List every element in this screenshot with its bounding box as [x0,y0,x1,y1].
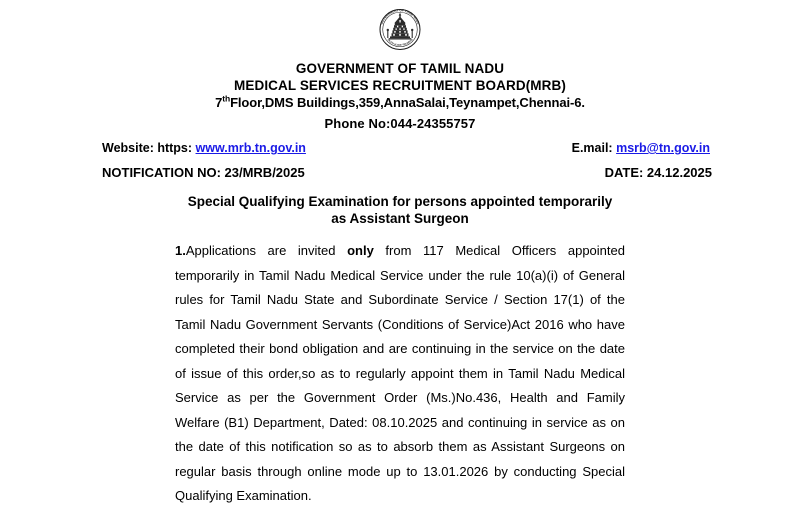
clause-emphasis-only: only [347,243,374,258]
letterhead [0,60,800,132]
clause-paragraph-1 [175,239,625,509]
organization-name-line2: MEDICAL SERVICES RECRUITMENT BOARD(MRB) [234,78,566,93]
organization-name-line1: GOVERNMENT OF TAMIL NADU [295,61,505,76]
clause-text-part2: from 117 Medical Officers appointed temporarily in Tamil Nadu Medical Service under the rule 10(a)(i) of General rules for Tamil Nadu State and Subordinate Service / Section 17(1) of the Tamil Nadu Government Servants (Conditions of Service)Act 2016 who have completed their bond obligation and are continuing in the service on the date of issue of this order,so as to regularly appoint them in Tamil Nadu Medical Service as per the Government Order (Ms.)No.436, Health and Family Welfare (B1) Department, Dated: 08.10.2025 and continuing in service as on the date of this notification so as to absorb them as Assistant Surgeons on regular basis through online mode up to 13.01.2026 by conducting Special Qualifying Examination. [175,243,625,503]
email-label: E.mail: [571,141,613,155]
address-rest: Floor,DMS Buildings,359,AnnaSalai,Teynampet,Chennai-6. [230,95,585,110]
page-title [120,193,680,227]
organization-phone: Phone No:044-24355757 [324,116,476,131]
contact-row [80,141,720,155]
page-title-line1: Special Qualifying Examination for persons appointed temporarily [187,194,613,209]
notification-number: NOTIFICATION NO: 23/MRB/2025 [102,165,305,180]
body-content [175,239,625,509]
website-link[interactable]: www.mrb.tn.gov.in [195,141,306,155]
website-block [80,141,306,155]
notification-date: DATE: 24.12.2025 [604,165,712,180]
address-ordinal-number: 7 [215,95,223,110]
website-label: Website: https: [102,141,193,155]
address-ordinal-suffix: th [222,93,231,104]
notification-meta-row [80,165,720,180]
page-title-line2: as Assistant Surgeon [331,211,469,226]
emblem-container [0,0,800,58]
svg-text:GOVERNMENT OF TAMIL NADU: GOVERNMENT OF TAMIL NADU [379,8,421,25]
email-link[interactable]: msrb@tn.gov.in [616,141,710,155]
svg-text:TRUTH ALONE TRIUMPHS: TRUTH ALONE TRIUMPHS [386,38,414,47]
tamil-nadu-state-emblem-icon [377,6,423,58]
organization-address [0,94,800,111]
clause-text-part1: Applications are invited [185,243,348,258]
email-block [572,141,720,155]
clause-number: 1. [175,243,186,258]
